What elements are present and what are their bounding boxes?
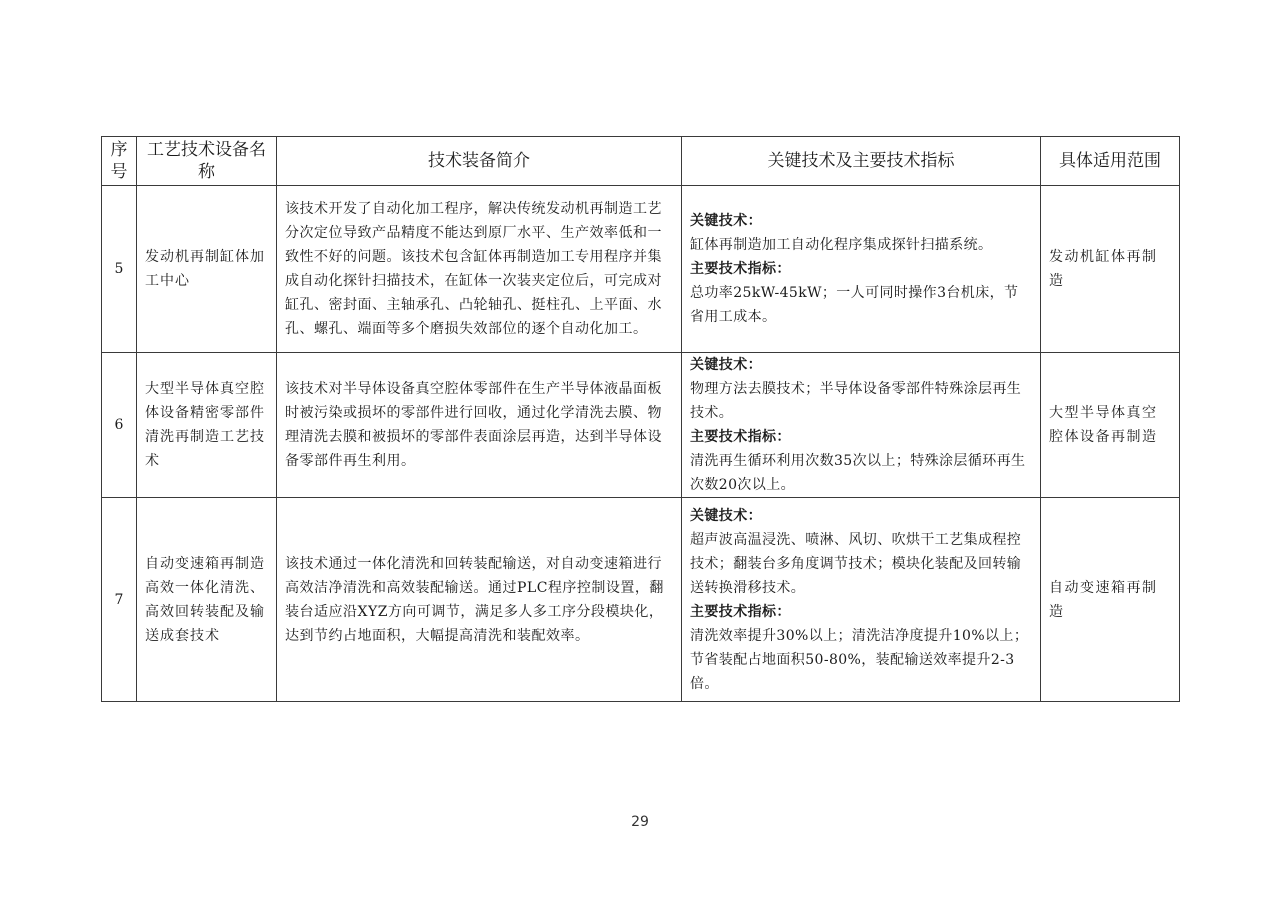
table-row xyxy=(102,498,1180,702)
row-num: 7 xyxy=(102,498,137,702)
key-tech-text: 超声波高温浸洗、喷淋、风切、吹烘干工艺集成程控技术；翻装台多角度调节技术；模块化装配及回转输送转换滑移技术。 xyxy=(690,531,1022,596)
main-index-label: 主要技术指标： xyxy=(690,261,791,277)
key-tech-label: 关键技术： xyxy=(690,357,762,373)
table-header-row xyxy=(102,137,1180,186)
technology-table xyxy=(101,136,1180,702)
page-number: 29 xyxy=(631,814,649,830)
row-scope: 自动变速箱再制造 xyxy=(1041,498,1180,702)
main-index-text: 清洗再生循环利用次数35次以上；特殊涂层循环再生次数20次以上。 xyxy=(690,453,1026,493)
row-intro: 该技术通过一体化清洗和回转装配输送，对自动变速箱进行高效洁净清洗和高效装配输送。通过PLC程序控制设置，翻装台适应沿XYZ方向可调节，满足多人多工序分段模块化，达到节约占地面积，大幅提高清洗和装配效率。 xyxy=(277,498,682,702)
header-key: 关键技术及主要技术指标 xyxy=(682,137,1041,186)
main-index-label: 主要技术指标： xyxy=(690,429,791,445)
key-tech-label: 关键技术： xyxy=(690,507,762,524)
main-index-text: 清洗效率提升30%以上；清洗洁净度提升10%以上；节省装配占地面积50-80%，装配输送效率提升2-3倍。 xyxy=(690,627,1029,692)
key-tech-label: 关键技术： xyxy=(690,213,762,229)
row-intro: 该技术对半导体设备真空腔体零部件在生产半导体液晶面板时被污染或损坏的零部件进行回收，通过化学清洗去膜、物理清洗去膜和被损坏的零部件表面涂层再造，达到半导体设备零部件再生利用。 xyxy=(277,353,682,498)
row-num: 5 xyxy=(102,186,137,353)
row-scope: 发动机缸体再制造 xyxy=(1041,186,1180,353)
main-index-label: 主要技术指标： xyxy=(690,603,791,620)
table-row xyxy=(102,353,1180,498)
row-key-tech xyxy=(682,353,1041,498)
key-tech-text: 物理方法去膜技术；半导体设备零部件特殊涂层再生技术。 xyxy=(690,381,1022,421)
table-row xyxy=(102,186,1180,353)
header-name: 工艺技术设备名称 xyxy=(137,137,277,186)
row-name: 大型半导体真空腔体设备精密零部件清洗再制造工艺技术 xyxy=(137,353,277,498)
row-num: 6 xyxy=(102,353,137,498)
header-scope: 具体适用范围 xyxy=(1041,137,1180,186)
main-index-text: 总功率25kW-45kW；一人可同时操作3台机床，节省用工成本。 xyxy=(690,285,1019,325)
row-name: 发动机再制缸体加工中心 xyxy=(137,186,277,353)
row-scope: 大型半导体真空腔体设备再制造 xyxy=(1041,353,1180,498)
header-intro: 技术装备简介 xyxy=(277,137,682,186)
header-num: 序号 xyxy=(102,137,137,186)
row-name: 自动变速箱再制造高效一体化清洗、高效回转装配及输送成套技术 xyxy=(137,498,277,702)
key-tech-text: 缸体再制造加工自动化程序集成探针扫描系统。 xyxy=(690,237,993,253)
row-key-tech xyxy=(682,186,1041,353)
row-key-tech xyxy=(682,498,1041,702)
row-intro: 该技术开发了自动化加工程序，解决传统发动机再制造工艺分次定位导致产品精度不能达到原厂水平、生产效率低和一致性不好的问题。该技术包含缸体再制造加工专用程序并集成自动化探针扫描技术，在缸体一次装夹定位后，可完成对缸孔、密封面、主轴承孔、凸轮轴孔、挺柱孔、上平面、水孔、螺孔、端面等多个磨损失效部位的逐个自动化加工。 xyxy=(277,186,682,353)
